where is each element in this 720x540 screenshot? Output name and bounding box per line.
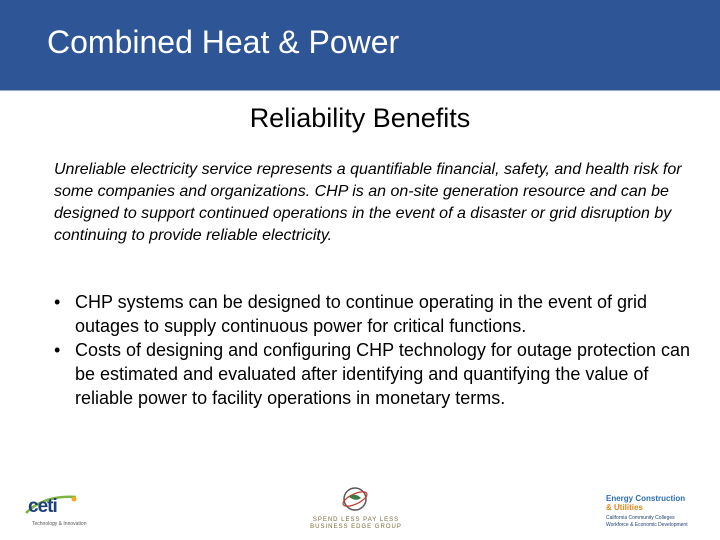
ecu-logo-line3: California Community Colleges: [606, 515, 675, 521]
ceti-logo: [24, 493, 87, 535]
bullet-icon: •: [54, 292, 61, 312]
ecu-logo-line1: Energy Construction: [606, 494, 686, 503]
ceti-logo-subtext: Technology & Innovation: [32, 521, 87, 527]
center-logo-line1: SPEND LESS PAY LESS: [312, 517, 400, 523]
ecu-logo: [606, 494, 716, 538]
bullet-text: CHP systems can be designed to continue operating in the event of grid outages to supply continuous power for critical functions.: [75, 292, 648, 336]
bullet-item: [54, 290, 694, 338]
center-logo-line2: BUSINESS EDGE GROUP: [310, 524, 402, 530]
header-bar: [0, 0, 720, 91]
ceti-logo-text: ceti: [28, 496, 57, 517]
slide-title: Combined Heat & Power: [47, 24, 400, 60]
bullet-item: [54, 338, 694, 410]
intro-paragraph: Unreliable electricity service represents a quantifiable financial, safety, and health risk for some companies and organizations. CHP is an on-site generation resource and can be designed to support continued operations in the event of a disaster or grid disruption by continuing to provide reliable electricity.: [54, 161, 682, 244]
center-logo: [306, 484, 406, 536]
globe-icon: [340, 484, 370, 514]
ecu-logo-line4: Workforce & Economic Development: [606, 522, 688, 528]
bullet-text: Costs of designing and configuring CHP technology for outage protection can be estimated and evaluated after identifying and quantifying the value of reliable power to facility operations in monetary terms.: [75, 340, 691, 408]
center-logo-text: [306, 517, 406, 531]
ecu-logo-line2: & Utilities: [606, 503, 643, 512]
bullet-icon: •: [54, 340, 61, 360]
bullet-list: [54, 290, 694, 410]
slide-subtitle: Reliability Benefits: [249, 103, 471, 133]
